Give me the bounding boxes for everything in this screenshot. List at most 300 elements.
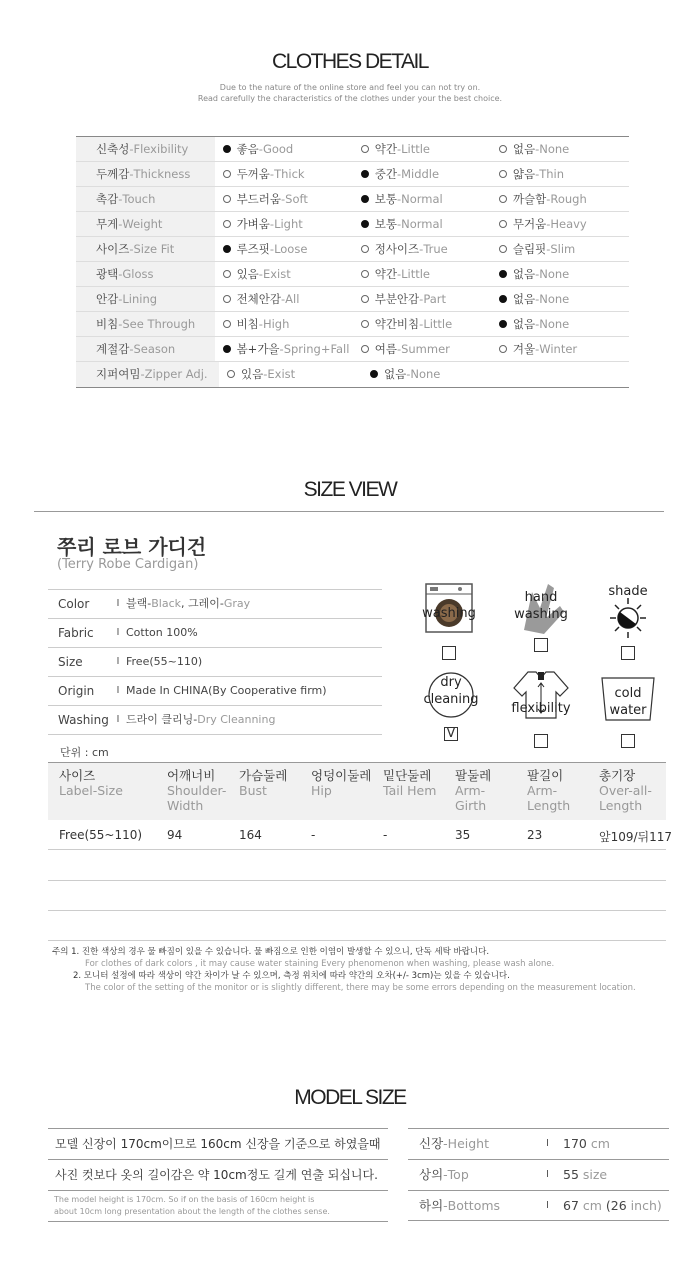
option-en: None (539, 267, 570, 281)
care-cold-water (598, 670, 658, 748)
option-dash: - (546, 192, 551, 206)
unselected-dot-icon (499, 170, 507, 178)
attribute-separator: I (116, 714, 120, 725)
value2-ko: , 그레이- (181, 597, 224, 610)
product-name-en: (Terry Robe Cardigan) (57, 557, 199, 572)
detail-option (353, 312, 491, 336)
unselected-dot-icon (227, 370, 235, 378)
care-label-water: water (609, 703, 647, 718)
spec-dash: - (443, 1198, 448, 1213)
option-en: None (539, 292, 570, 306)
attribute-key: Origin (58, 684, 95, 698)
unselected-dot-icon (499, 145, 507, 153)
model-spec-row (408, 1128, 669, 1159)
option-ko: 가벼움 (236, 217, 270, 231)
detail-row (76, 312, 629, 337)
option-dash: - (396, 142, 402, 156)
value-ko: Made In CHINA(By Cooperative firm) (126, 684, 327, 697)
model-desc-line-2: 사진 컷보다 옷의 길이감은 약 10cm정도 길게 연출 되십니다. (48, 1159, 388, 1190)
spec-extra: (26 (605, 1198, 627, 1213)
option-ko: 봄+가을 (236, 342, 280, 356)
unselected-dot-icon (223, 220, 231, 228)
option-ko: 비침 (236, 317, 259, 331)
model-spec-table (408, 1128, 669, 1221)
divider (34, 511, 664, 512)
detail-label (76, 162, 215, 186)
care-checkbox-flexibility[interactable] (534, 734, 548, 748)
option-ko: 보통 (374, 192, 397, 206)
label-en: Thickness (133, 167, 191, 181)
unselected-dot-icon (499, 220, 507, 228)
option-en: Exist (262, 267, 291, 281)
detail-row (76, 337, 629, 362)
detail-row (76, 262, 629, 287)
option-dash: - (535, 167, 540, 181)
column-en-1: Bust (239, 783, 267, 798)
detail-option (353, 287, 491, 311)
option-dash: - (258, 142, 263, 156)
care-label-hand: hand (524, 590, 558, 605)
care-washing (420, 582, 478, 660)
subtitle-line-1: Due to the nature of the online store and feel you can not try on. (219, 83, 481, 92)
attribute-value (126, 619, 198, 647)
selected-dot-icon (223, 245, 231, 253)
option-ko: 없음 (512, 267, 536, 281)
option-dash: - (396, 167, 402, 181)
selected-dot-icon (361, 195, 369, 203)
option-dash: - (281, 292, 286, 306)
option-dash: - (258, 317, 263, 331)
size-column-header (59, 768, 123, 798)
option-ko: 없음 (512, 292, 536, 306)
unselected-dot-icon (223, 295, 231, 303)
column-en-1: Over-all- (599, 783, 652, 798)
label-en: Lining (122, 292, 158, 306)
table-empty-line (48, 880, 666, 881)
option-ko: 있음 (241, 367, 264, 381)
option-ko: 전체안감 (236, 292, 282, 306)
unselected-dot-icon (361, 345, 369, 353)
spec-value (563, 1129, 610, 1159)
care-label-dry: dry (440, 675, 462, 690)
clothes-detail-table (76, 136, 629, 388)
column-ko: 밑단둘레 (383, 768, 432, 783)
note-1-en: For clothes of dark colors , it may cause water staining Every phenomenon when washing, please wash alone. (85, 959, 555, 969)
column-ko: 팔둘레 (455, 768, 492, 783)
detail-option (215, 187, 353, 211)
option-en: High (262, 317, 290, 331)
size-column-header (455, 768, 491, 813)
option-en: Thin (539, 167, 565, 181)
care-label-cleaning: cleaning (423, 692, 479, 707)
product-name: 쭈리 로브 가디건 (57, 535, 207, 559)
option-dash: - (396, 217, 402, 231)
spec-unit: cm (586, 1136, 610, 1151)
care-shade (598, 582, 658, 660)
unselected-dot-icon (361, 295, 369, 303)
detail-option (215, 237, 353, 261)
attribute-key: Color (58, 597, 90, 611)
size-table-header (48, 762, 666, 820)
option-dash: - (269, 242, 275, 256)
selected-dot-icon (499, 320, 507, 328)
column-en-1: Arm- (527, 783, 558, 798)
attribute-value (126, 648, 202, 676)
model-spec-row (408, 1190, 669, 1221)
care-label-flexibility: flexibility (511, 701, 571, 716)
spec-dash: - (443, 1167, 448, 1182)
label-en: See Through (122, 317, 196, 331)
column-en-2: Length (527, 798, 571, 813)
detail-row (76, 162, 629, 187)
size-column-header (239, 768, 287, 798)
detail-option (215, 212, 353, 236)
model-desc-line-1: 모델 신장이 170cm이므로 160cm 신장을 기준으로 하였을때 (48, 1128, 388, 1159)
selected-dot-icon (223, 345, 231, 353)
detail-row (76, 187, 629, 212)
spec-unit: size (578, 1167, 608, 1182)
label-ko: 두께감 (96, 167, 130, 181)
option-en: None (410, 367, 441, 381)
detail-option (215, 287, 353, 311)
option-en: Rough (550, 192, 587, 206)
clothes-detail-subtitle (0, 82, 700, 104)
option-en: Little (423, 317, 453, 331)
value-ko: 드라이 클리닝- (126, 713, 198, 726)
care-label-washing: washing (422, 606, 476, 621)
label-ko: 계절감 (96, 342, 130, 356)
option-ko: 겨울 (512, 342, 536, 356)
detail-row (76, 137, 629, 162)
option-ko: 보통 (374, 217, 397, 231)
care-checkbox-hand-washing[interactable] (534, 638, 548, 652)
attribute-separator: I (116, 685, 120, 696)
size-table-row (48, 821, 673, 850)
detail-option (491, 187, 629, 211)
spec-en: Height (447, 1136, 489, 1151)
column-en-2: Width (167, 798, 204, 813)
detail-option (491, 337, 629, 361)
size-cell: Free(55~110) (59, 828, 143, 842)
label-dash: - (118, 192, 123, 206)
spec-key (408, 1160, 546, 1190)
spec-dash: - (443, 1136, 448, 1151)
attribute-row (48, 590, 382, 619)
detail-label (76, 337, 215, 361)
option-dash: - (269, 167, 275, 181)
value-ko: Free(55~110) (126, 655, 203, 668)
size-column-header (383, 768, 436, 798)
attribute-separator: I (116, 598, 120, 609)
spec-extra-unit: inch) (626, 1198, 662, 1213)
option-dash: - (535, 142, 540, 156)
attribute-key: Fabric (58, 626, 94, 640)
option-ko: 없음 (512, 317, 536, 331)
size-column-header (311, 768, 371, 798)
unselected-dot-icon (223, 320, 231, 328)
spec-separator: I (546, 1200, 549, 1211)
attribute-key: Size (58, 655, 83, 669)
note-1: 주의 1. 진한 색상의 경우 물 빠짐이 있을 수 있습니다. 물 빠짐으로 인한 이염이 발생할 수 있으니, 단독 세탁 바랍니다. (52, 947, 490, 957)
label-en: Zipper Adj. (144, 367, 208, 381)
column-en-2: Length (599, 798, 643, 813)
label-en: Season (133, 342, 176, 356)
column-ko: 가슴둘레 (239, 768, 288, 783)
spec-num: 67 (563, 1198, 579, 1213)
selected-dot-icon (370, 370, 378, 378)
value2-en: Gray (223, 597, 251, 610)
unselected-dot-icon (361, 145, 369, 153)
label-dash: - (129, 242, 134, 256)
size-cell: 35 (455, 828, 471, 842)
option-ko: 좋음 (236, 142, 259, 156)
value-ko: 블랙- (126, 597, 152, 610)
detail-label (76, 187, 215, 211)
unselected-dot-icon (223, 170, 231, 178)
option-ko: 없음 (384, 367, 407, 381)
detail-option (353, 212, 491, 236)
option-dash: - (406, 367, 411, 381)
option-dash: - (281, 192, 286, 206)
option-dash: - (263, 367, 268, 381)
label-en: Flexibility (133, 142, 189, 156)
column-en-1: Label-Size (59, 783, 123, 798)
column-ko: 사이즈 (59, 768, 96, 783)
option-en: Thick (274, 167, 305, 181)
care-label-hand-washing: washing (514, 607, 568, 622)
model-size-description (48, 1128, 388, 1222)
detail-label (76, 262, 215, 286)
value-en: Dry Cleanning (197, 713, 276, 726)
unselected-dot-icon (223, 270, 231, 278)
option-dash: - (546, 242, 551, 256)
detail-option (491, 312, 629, 336)
option-en: Exist (267, 367, 296, 381)
label-ko: 무게 (96, 217, 119, 231)
detail-option (215, 337, 353, 361)
label-ko: 비침 (96, 317, 119, 331)
detail-label (76, 312, 215, 336)
option-dash: - (419, 292, 424, 306)
label-ko: 사이즈 (96, 242, 130, 256)
attribute-row (48, 706, 382, 735)
option-en: True (423, 242, 448, 256)
column-ko: 팔길이 (527, 768, 564, 783)
detail-option (353, 137, 491, 161)
unselected-dot-icon (361, 245, 369, 253)
spec-unit: cm (578, 1198, 606, 1213)
option-dash: - (396, 342, 402, 356)
spec-num: 170 (563, 1136, 587, 1151)
care-flexibility (510, 670, 572, 748)
detail-label (76, 212, 215, 236)
option-dash: - (396, 192, 402, 206)
column-ko: 어깨너비 (167, 768, 216, 783)
option-ko: 있음 (236, 267, 259, 281)
option-en: Normal (401, 192, 443, 206)
label-dash: - (140, 367, 145, 381)
shirt-flexibility-icon (510, 670, 572, 728)
size-column-header (527, 768, 570, 813)
detail-label (76, 362, 219, 387)
size-column-header (599, 768, 652, 813)
option-en: Loose (274, 242, 308, 256)
care-label-cold: cold (614, 686, 642, 701)
attribute-separator: I (116, 627, 120, 638)
option-dash: - (258, 267, 263, 281)
clothes-detail-title: CLOTHES DETAIL (272, 50, 428, 73)
option-ko: 부드러움 (236, 192, 282, 206)
spec-ko: 신장 (419, 1136, 444, 1151)
selected-dot-icon (499, 270, 507, 278)
size-cell: - (383, 828, 388, 842)
spec-num: 55 (563, 1167, 579, 1182)
spec-value (563, 1191, 662, 1220)
detail-option (215, 312, 353, 336)
size-cell: 앞109/뒤117 (599, 830, 673, 844)
detail-option (353, 162, 491, 186)
attribute-separator: I (116, 656, 120, 667)
option-ko: 루즈핏 (236, 242, 270, 256)
detail-option (362, 362, 505, 387)
label-ko: 광택 (96, 267, 119, 281)
option-en: Little (401, 142, 430, 156)
size-cell: 23 (527, 828, 543, 842)
subtitle-line-2: Read carefully the characteristics of the clothes under your the best choice. (197, 94, 503, 103)
option-en: Spring+Fall (283, 342, 350, 356)
detail-option (491, 212, 629, 236)
unselected-dot-icon (499, 345, 507, 353)
option-en: Summer (401, 342, 450, 356)
attribute-value (126, 590, 250, 618)
table-empty-line (48, 940, 666, 941)
spec-en: Top (447, 1167, 469, 1182)
option-en: Good (262, 142, 294, 156)
attribute-value (126, 706, 275, 734)
label-en: Gloss (122, 267, 154, 281)
option-dash: - (419, 242, 424, 256)
size-cell: 164 (239, 828, 262, 842)
option-ko: 없음 (512, 142, 536, 156)
model-note-line-1: The model height is 170cm. So if on the basis of 160cm height is (54, 1195, 315, 1204)
column-en-1: Arm- (455, 783, 486, 798)
option-en: Winter (539, 342, 578, 356)
option-ko: 부분안감 (374, 292, 420, 306)
model-desc-note (48, 1190, 388, 1222)
column-en-1: Hip (311, 783, 332, 798)
spec-ko: 하의 (419, 1198, 444, 1213)
attribute-key: Washing (58, 713, 109, 727)
option-dash: - (535, 267, 540, 281)
label-dash: - (118, 217, 123, 231)
care-checkbox-washing[interactable] (442, 646, 456, 660)
option-dash: - (535, 292, 540, 306)
option-en: None (539, 142, 570, 156)
label-dash: - (129, 167, 134, 181)
value-en: Black (151, 597, 181, 610)
label-ko: 안감 (96, 292, 119, 306)
attribute-row (48, 619, 382, 648)
option-en: Slim (550, 242, 576, 256)
column-en-1: Shoulder- (167, 783, 227, 798)
detail-option (353, 262, 491, 286)
care-dry-cleaning (422, 670, 480, 741)
option-ko: 약간비침 (374, 317, 420, 331)
option-en: Little (401, 267, 430, 281)
note-2-en: The color of the setting of the monitor or is slightly different, there may be some errors depending on the measurement location. (85, 983, 636, 993)
label-ko: 지퍼여밈 (96, 367, 141, 381)
column-en-1: Tail Hem (383, 783, 437, 798)
table-empty-line (48, 910, 666, 911)
detail-row (76, 287, 629, 312)
note-2: 2. 모니터 설정에 따라 색상이 약간 차이가 날 수 있으며, 측정 위치에 따라 약간의 오차(+/- 3cm)는 있을 수 있습니다. (73, 971, 510, 981)
detail-option (491, 287, 629, 311)
size-column-header (167, 768, 226, 813)
selected-dot-icon (361, 170, 369, 178)
detail-option (353, 187, 491, 211)
detail-option (215, 162, 353, 186)
spec-key (408, 1191, 546, 1220)
detail-row (76, 237, 629, 262)
option-en: Part (423, 292, 447, 306)
label-ko: 촉감 (96, 192, 119, 206)
detail-row (76, 362, 629, 387)
option-ko: 중간 (374, 167, 397, 181)
option-ko: 슬림핏 (512, 242, 547, 256)
selected-dot-icon (361, 220, 369, 228)
detail-option (353, 337, 491, 361)
option-ko: 얇음 (512, 167, 536, 181)
option-ko: 두꺼움 (236, 167, 270, 181)
label-ko: 신축성 (96, 142, 130, 156)
option-ko: 정사이즈 (374, 242, 420, 256)
care-checkbox-dry-cleaning[interactable] (444, 727, 458, 741)
option-ko: 무거움 (512, 217, 547, 231)
label-en: Touch (122, 192, 156, 206)
column-ko: 총기장 (599, 768, 636, 783)
attribute-row (48, 677, 382, 706)
spec-separator: I (546, 1169, 549, 1180)
label-en: Weight (122, 217, 163, 231)
option-dash: - (419, 317, 424, 331)
spec-value (563, 1160, 607, 1190)
spec-en: Bottoms (447, 1198, 501, 1213)
size-notes (52, 946, 636, 994)
care-checkbox-shade[interactable] (621, 646, 635, 660)
spec-ko: 상의 (419, 1167, 444, 1182)
unselected-dot-icon (499, 245, 507, 253)
care-checkbox-cold-water[interactable] (621, 734, 635, 748)
label-en: Size Fit (133, 242, 175, 256)
detail-label (76, 237, 215, 261)
care-hand-washing (510, 578, 572, 652)
option-ko: 약간 (374, 267, 397, 281)
option-en: None (539, 317, 570, 331)
detail-option (491, 162, 629, 186)
unit-label: 단위 : cm (60, 746, 109, 759)
detail-label (76, 137, 215, 161)
model-size-title: MODEL SIZE (294, 1086, 406, 1109)
detail-option (215, 262, 353, 286)
option-dash: - (279, 342, 284, 356)
option-dash: - (396, 267, 402, 281)
model-note-line-2: about 10cm long presentation about the length of the clothes sense. (54, 1207, 330, 1216)
model-spec-row (408, 1159, 669, 1190)
product-attributes (48, 589, 382, 735)
option-en: Light (274, 217, 303, 231)
spec-key (408, 1129, 546, 1159)
detail-row (76, 212, 629, 237)
